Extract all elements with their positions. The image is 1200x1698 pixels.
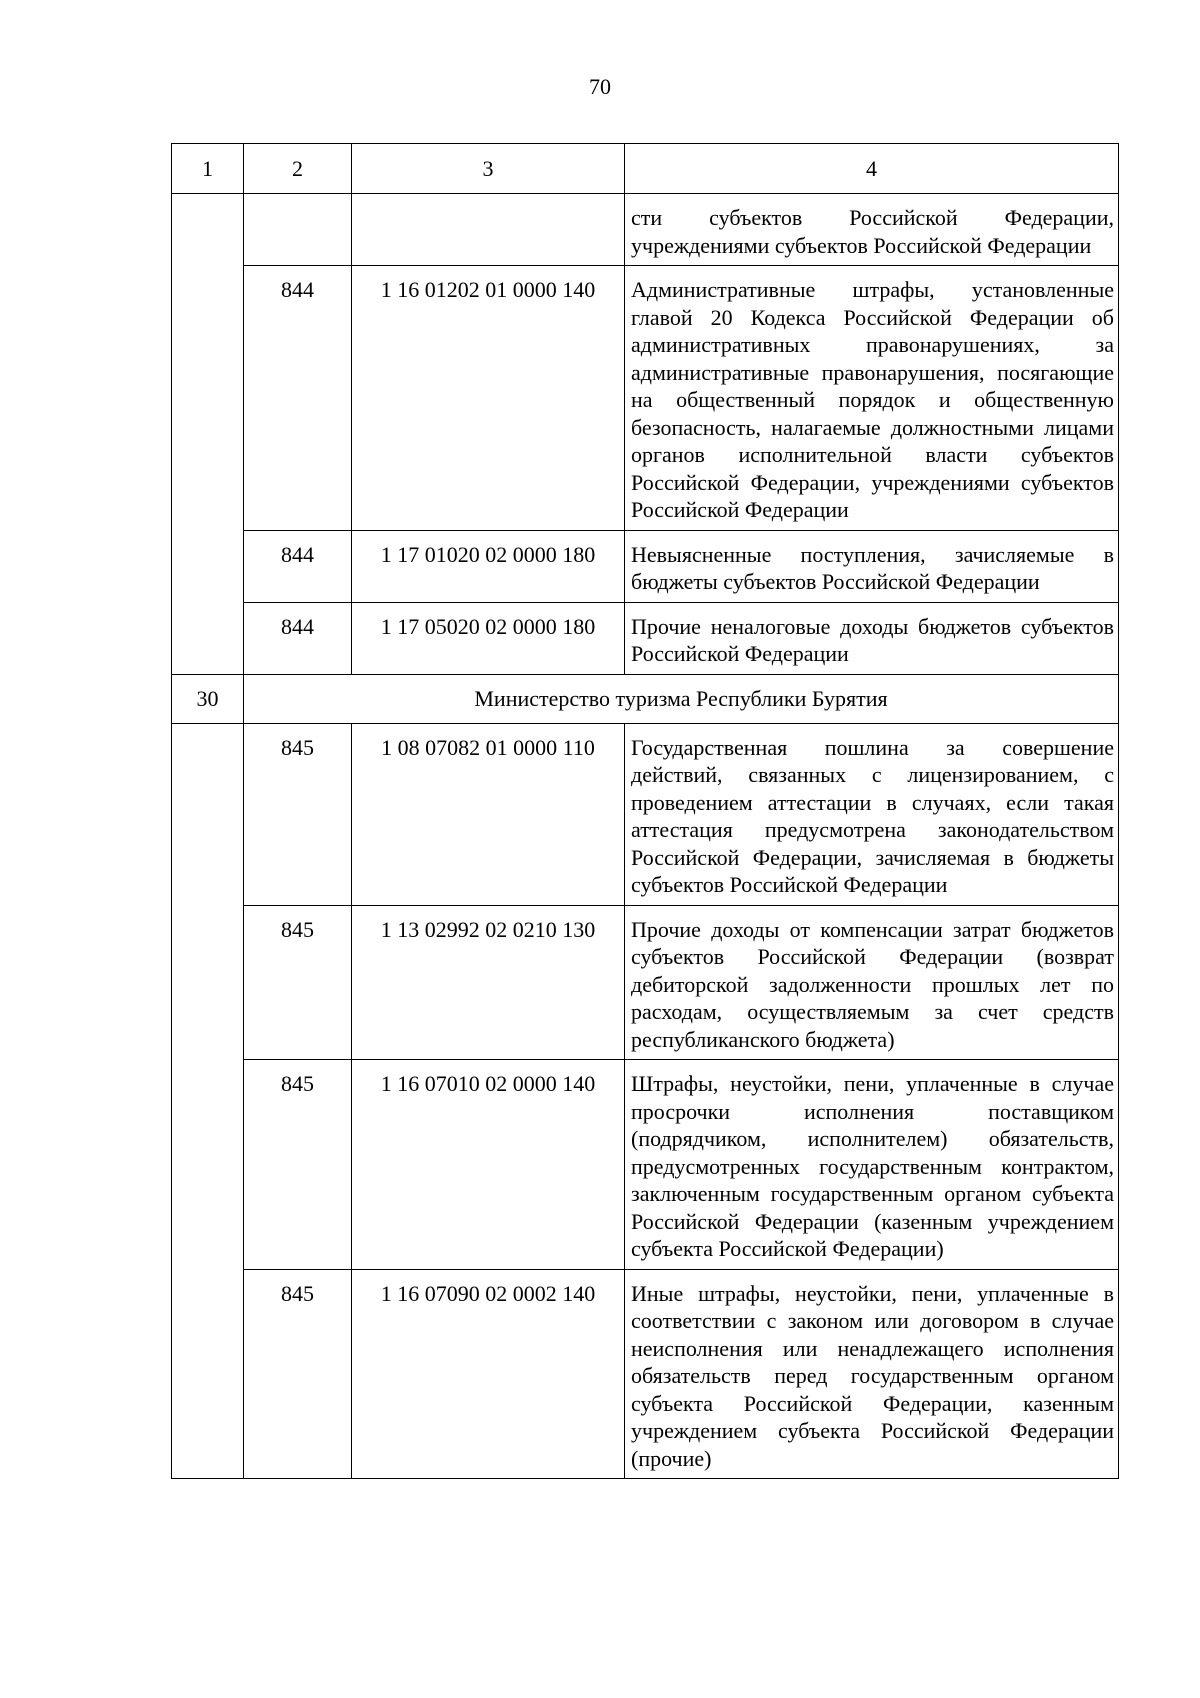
header-col-1: 1 [172,144,244,194]
revenue-name-cell: Государственная пошлина за совершение действий, связанных с лицензированием, с проведением аттестации в случаях, если такая аттестация предусмотрена законодательством Российской Федерации, зачисляемая в бюджеты субъектов Российской Федерации [625,723,1119,905]
budget-code-cell: 1 16 07090 02 0002 140 [352,1269,625,1479]
section-number: 30 [172,674,244,723]
admin-code-cell: 844 [244,266,352,531]
revenue-name-cell: сти субъектов Российской Федерации, учреждениями субъектов Российской Федерации [625,194,1119,266]
header-col-4: 4 [625,144,1119,194]
revenue-classification-table [171,143,1119,1479]
admin-code-cell: 845 [244,905,352,1060]
table-row [172,905,1119,1060]
section-row [172,674,1119,723]
admin-code-cell: 844 [244,602,352,674]
table-row [172,266,1119,531]
revenue-name-cell: Иные штрафы, неустойки, пени, уплаченные в соответствии с законом или договором в случае неисполнения или ненадлежащего исполнения обязательств перед государственным органом субъекта Российской Федерации, казенным учреждением субъекта Российской Федерации (прочие) [625,1269,1119,1479]
admin-code-cell: 844 [244,530,352,602]
admin-code-cell: 845 [244,1060,352,1270]
budget-code-cell: 1 13 02992 02 0210 130 [352,905,625,1060]
budget-code-cell: 1 17 05020 02 0000 180 [352,602,625,674]
table-row [172,530,1119,602]
revenue-name-cell: Административные штрафы, установленные главой 20 Кодекса Российской Федерации об административных правонарушениях, за административные правонарушения, посягающие на общественный порядок и общественную безопасность, налагаемые должностными лицами органов исполнительной власти субъектов Российской Федерации, учреждениями субъектов Российской Федерации [625,266,1119,531]
budget-code-cell: 1 16 01202 01 0000 140 [352,266,625,531]
table-row [172,194,1119,266]
budget-code-cell: 1 17 01020 02 0000 180 [352,530,625,602]
budget-code-cell: 1 08 07082 01 0000 110 [352,723,625,905]
page-number: 70 [589,74,611,99]
revenue-name-cell: Прочие неналоговые доходы бюджетов субъектов Российской Федерации [625,602,1119,674]
header-col-2: 2 [244,144,352,194]
group-number-cell [172,723,244,1479]
table-row [172,1269,1119,1479]
admin-code-cell: 845 [244,1269,352,1479]
group-number-cell [172,194,244,675]
table-row [172,602,1119,674]
budget-code-cell: 1 16 07010 02 0000 140 [352,1060,625,1270]
header-row [172,144,1119,194]
revenue-name-cell: Штрафы, неустойки, пени, уплаченные в случае просрочки исполнения поставщиком (подрядчиком, исполнителем) обязательств, предусмотренных государственным контрактом, заключенным государственным органом субъекта Российской Федерации (казенным учреждением субъекта Российской Федерации) [625,1060,1119,1270]
revenue-name-cell: Невыясненные поступления, зачисляемые в бюджеты субъектов Российской Федерации [625,530,1119,602]
table-row [172,1060,1119,1270]
header-col-3: 3 [352,144,625,194]
budget-code-cell [352,194,625,266]
section-title: Министерство туризма Республики Бурятия [244,674,1119,723]
admin-code-cell: 845 [244,723,352,905]
admin-code-cell [244,194,352,266]
revenue-name-cell: Прочие доходы от компенсации затрат бюджетов субъектов Российской Федерации (возврат дебиторской задолженности прошлых лет по расходам, осуществляемым за счет средств республиканского бюджета) [625,905,1119,1060]
table-row [172,723,1119,905]
